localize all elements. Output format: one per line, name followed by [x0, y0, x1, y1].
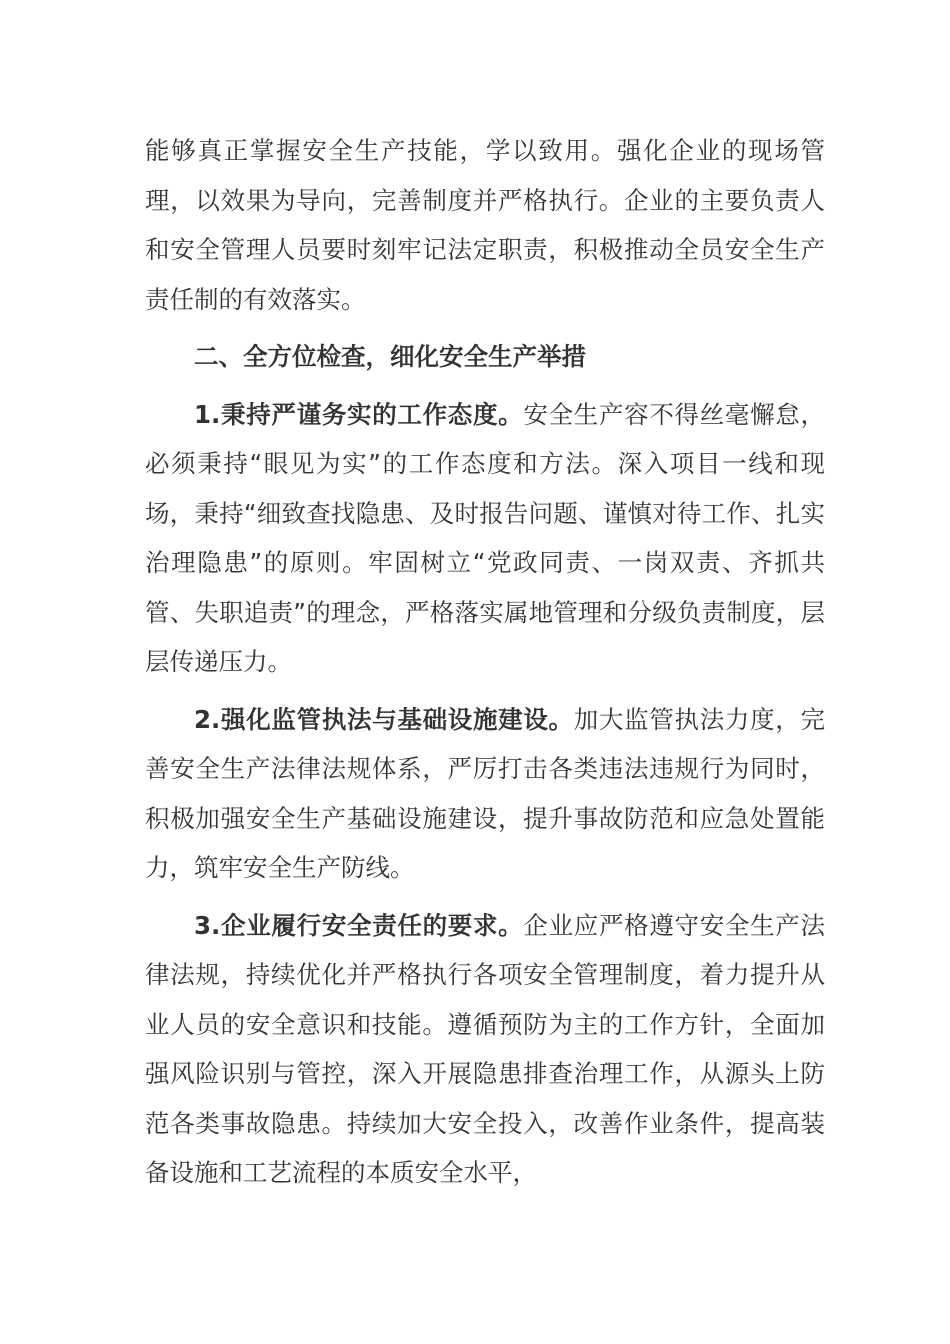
paragraph-item-2 [145, 695, 825, 893]
paragraph-text: 安全生产容不得丝毫懈怠，必须秉持“眼见为实”的工作态度和方法。深入项目一线和现场，秉持“细致查找隐患、及时报告问题、谨慎对待工作、扎实治理隐患”的原则。牢固树立“党政同责、一岗双责、齐抓共管、失职追责”的理念，严格落实属地管理和分级负责制度，层层传递压力。 [145, 399, 826, 676]
section-heading [145, 332, 825, 382]
paragraph-continued [145, 126, 825, 324]
paragraph-item-1 [145, 390, 825, 687]
paragraph-text: 能够真正掌握安全生产技能，学以致用。强化企业的现场管理，以效果为导向，完善制度并严格执行。企业的主要负责人和安全管理人员要时刻牢记法定职责，积极推动全员安全生产责任制的有效落实。 [145, 136, 825, 314]
paragraph-item-3 [145, 901, 825, 1198]
paragraph-text: 加大监管执法力度，完善安全生产法律法规体系，严厉打击各类违法违规行为同时，积极加强安全生产基础设施建设，提升事故防范和应急处置能力，筑牢安全生产防线。 [145, 704, 826, 882]
paragraph-text: 企业应严格遵守安全生产法律法规，持续优化并严格执行各项安全管理制度，着力提升从业人员的安全意识和技能。遵循预防为主的工作方针，全面加强风险识别与管控，深入开展隐患排查治理工作，从源头上防范各类事故隐患。持续加大安全投入，改善作业条件，提高装备设施和工艺流程的本质安全水平， [145, 910, 826, 1187]
section-heading-text: 二、全方位检查，细化安全生产举措 [194, 342, 586, 371]
paragraph-lead: 1.秉持严谨务实的工作态度。 [194, 399, 524, 429]
document-page [145, 126, 825, 1198]
paragraph-lead: 2.强化监管执法与基础设施建设。 [194, 704, 574, 734]
paragraph-lead: 3.企业履行安全责任的要求。 [194, 910, 524, 940]
